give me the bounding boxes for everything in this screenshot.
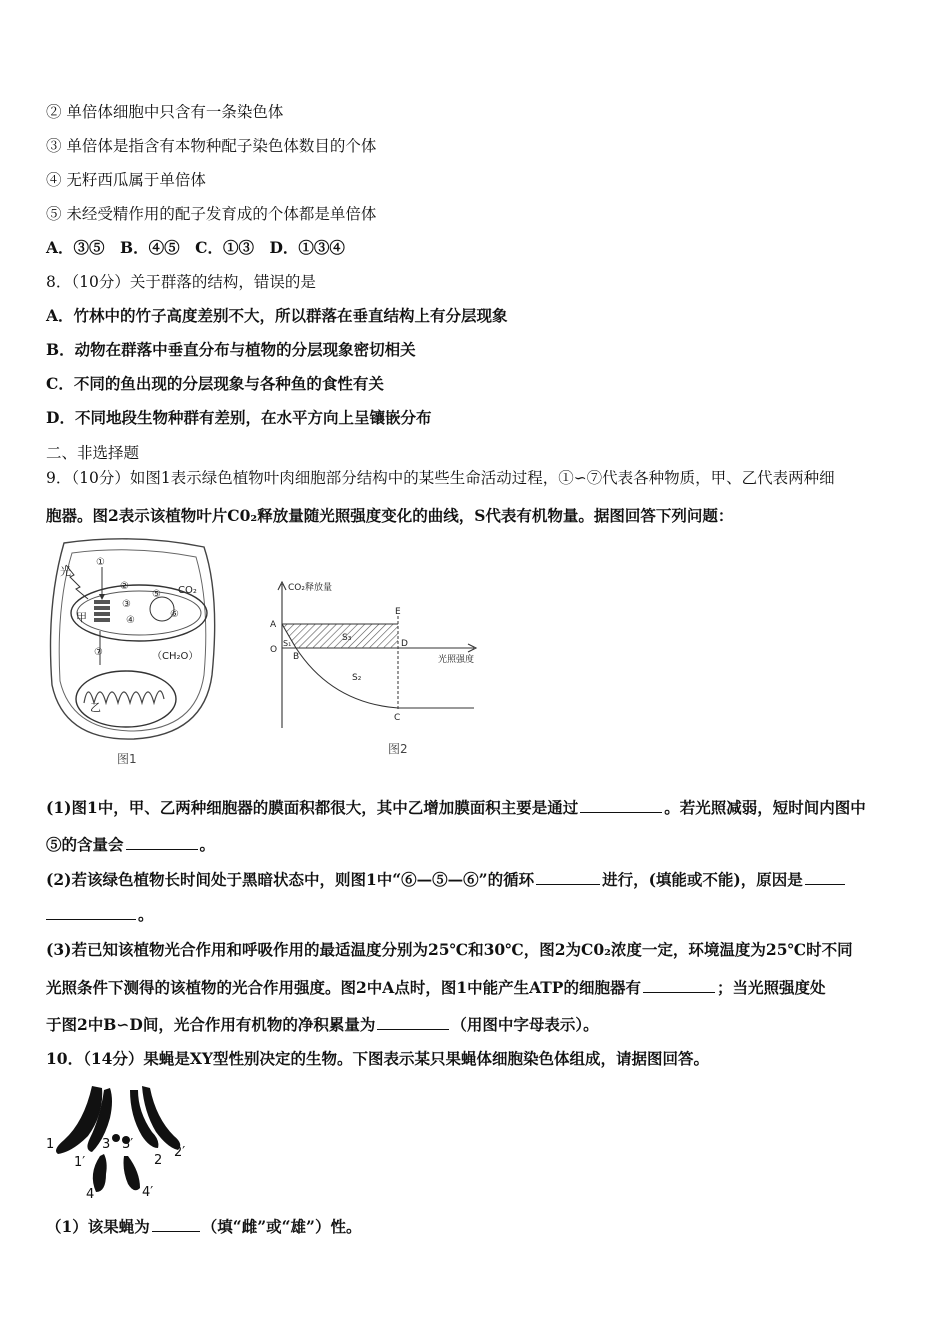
q7-option-4: ④ 无籽西瓜属于单倍体	[46, 171, 206, 189]
fig1-label-1: ①	[96, 557, 105, 568]
fig2-label-b: B	[293, 652, 300, 662]
fig2-label-s3: S₃	[342, 633, 352, 643]
section-title: 二、非选择题	[46, 444, 140, 462]
chrom-label-3p: 3′	[122, 1137, 134, 1152]
fig2-label-o: O	[270, 645, 278, 655]
answer-blank-5[interactable]	[643, 977, 715, 993]
q9-part3-line3: 于图2中B∽D间，光合作用有机物的净积累量为 （用图中字母表示）。	[46, 1015, 599, 1034]
q9-part2-line1: (2)若该绿色植物长时间处于黑暗状态中，则图1中“⑥—⑤—⑥”的循环 进行，(填能或不能)，原因是	[46, 869, 847, 890]
q8-choice-a: A．竹林中的竹子高度差别不大，所以群落在垂直结构上有分层现象	[46, 306, 508, 325]
chrom-label-3: 3	[102, 1137, 111, 1152]
q7-option-5: ⑤ 未经受精作用的配子发育成的个体都是单倍体	[46, 205, 377, 223]
answer-blank-4-cont[interactable]	[46, 904, 136, 920]
fig2-caption: 图2	[388, 742, 408, 756]
chrom-label-1: 1	[46, 1137, 55, 1152]
q9-stem-line2: 胞器。图2表示该植物叶片C0₂释放量随光照强度变化的曲线，S代表有机物量。据图回答下列问题：	[46, 506, 734, 525]
chrom-label-1p: 1′	[74, 1155, 86, 1170]
fig2-label-e: E	[395, 607, 401, 617]
answer-blank-2[interactable]	[126, 834, 198, 850]
q10-stem: 10．（14分）果蝇是XY型性别决定的生物。下图表示某只果蝇体细胞染色体组成，请据图回答。	[46, 1049, 709, 1068]
fig1-label-6: ⑥	[170, 609, 179, 620]
fig1-label-2: ②	[120, 581, 129, 592]
fig1-label-jia: 甲	[76, 611, 87, 624]
fig1-label-ch2o: （CH₂O）	[152, 651, 199, 662]
chrom-label-2: 2	[154, 1153, 163, 1168]
figure-2-co2-curve	[262, 578, 488, 738]
q10-part1: （1）该果蝇为 （填“雌”或“雄”）性。	[46, 1217, 362, 1236]
fig2-label-c: C	[394, 713, 401, 723]
fig2-label-s1: S₁	[283, 639, 292, 648]
q9-part1-line2: ⑤的含量会 。	[46, 835, 216, 854]
fig1-label-4: ④	[126, 615, 135, 626]
answer-blank-1[interactable]	[580, 797, 662, 813]
fig2-label-a: A	[270, 620, 277, 630]
fruit-fly-chromosome-diagram	[44, 1082, 194, 1202]
q9-stem-line1: 9．（10分）如图1表示绿色植物叶肉细胞部分结构中的某些生命活动过程，①∽⑦代表各种物质，甲、乙代表两种细	[46, 469, 835, 487]
q9-part2-line2: 。	[46, 904, 154, 925]
fig1-label-co2: CO₂	[178, 585, 197, 596]
answer-blank-4[interactable]	[805, 869, 845, 885]
fig2-label-s2: S₂	[352, 673, 362, 683]
q8-choice-c: C．不同的鱼出现的分层现象与各种鱼的食性有关	[46, 374, 384, 393]
fig1-caption: 图1	[117, 752, 137, 766]
q9-part3-line1: (3)若已知该植物光合作用和呼吸作用的最适温度分别为25℃和30℃，图2为C0₂浓度一定，环境温度为25℃时不同	[46, 940, 853, 959]
fig1-label-light: 光	[60, 565, 71, 578]
q8-choice-b: B．动物在群落中垂直分布与植物的分层现象密切相关	[46, 340, 416, 359]
q9-part1-line1: (1)图1中，甲、乙两种细胞器的膜面积都很大，其中乙增加膜面积主要是通过 。若光照减弱，短时间内图中	[46, 798, 866, 817]
fig1-label-3: ③	[122, 599, 131, 610]
q7-option-3: ③ 单倍体是指含有本物种配子染色体数目的个体	[46, 137, 377, 155]
fig1-label-7: ⑦	[94, 647, 103, 658]
chrom-label-4p: 4′	[142, 1185, 154, 1200]
q9-part3-line2: 光照条件下测得的该植物的光合作用强度。图2中A点时，图1中能产生ATP的细胞器有 ；当光照强度处	[46, 978, 826, 997]
fig1-label-yi: 乙	[90, 701, 101, 714]
chrom-label-4: 4	[86, 1187, 95, 1202]
fig2-label-d: D	[401, 639, 408, 649]
fig2-xlabel: 光照强度	[438, 655, 475, 665]
answer-blank-3[interactable]	[536, 869, 600, 885]
q7-answer-choices: A．③⑤ B．④⑤ C．①③ D．①③④	[46, 238, 345, 257]
q8-stem: 8．（10分）关于群落的结构，错误的是	[46, 273, 316, 291]
answer-blank-7[interactable]	[152, 1216, 200, 1232]
chrom-label-2p: 2′	[174, 1145, 186, 1160]
fig2-ylabel: CO₂释放量	[288, 583, 332, 593]
answer-blank-6[interactable]	[377, 1014, 449, 1030]
figure-1-cell-diagram	[44, 535, 224, 745]
fig1-label-5: ⑤	[152, 589, 161, 600]
q7-option-2: ② 单倍体细胞中只含有一条染色体	[46, 103, 284, 121]
q8-choice-d: D．不同地段生物种群有差别，在水平方向上呈镶嵌分布	[46, 408, 432, 427]
